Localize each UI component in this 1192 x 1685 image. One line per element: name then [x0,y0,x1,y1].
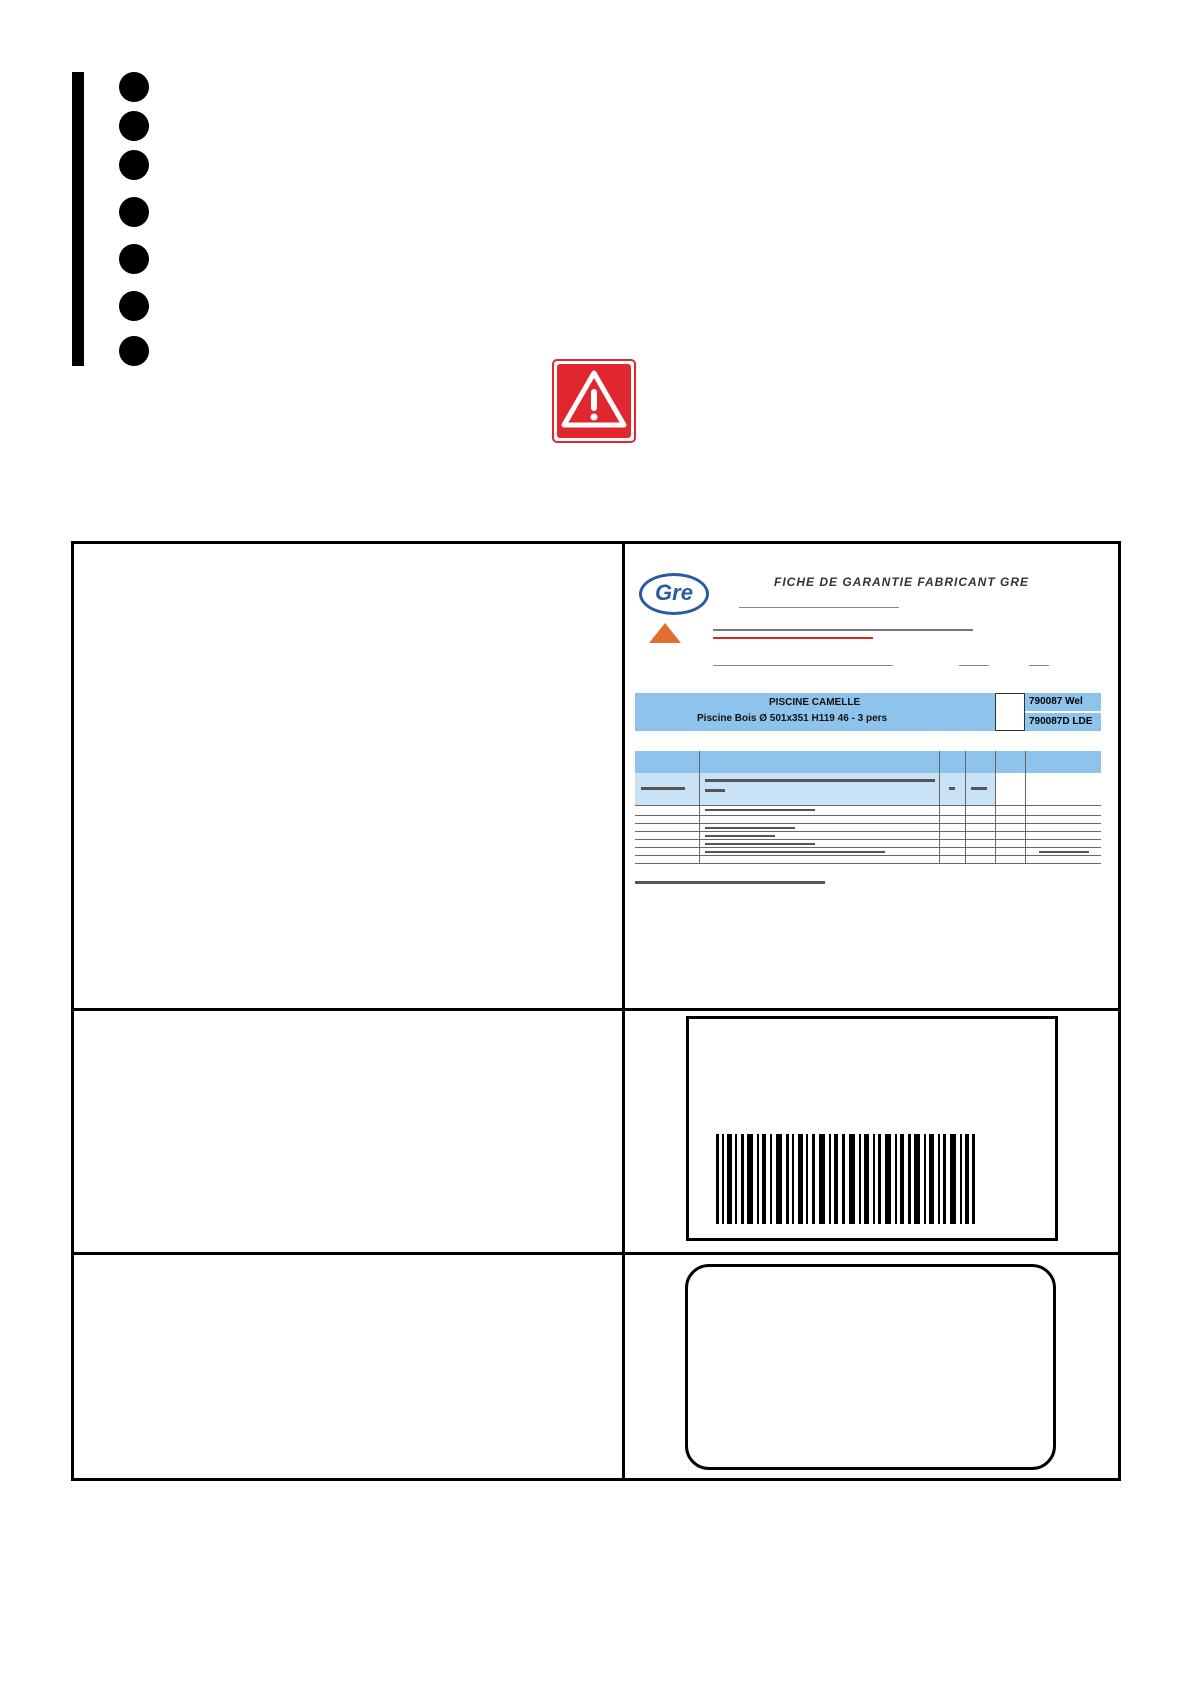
sheet-title: FICHE DE GARANTIE FABRICANT GRE [774,575,1030,589]
sheet-table-highlight-row [635,773,995,805]
table-row-divider [74,1008,1118,1011]
rounded-label [685,1264,1056,1470]
table-column-divider [622,544,625,1478]
reference-box [995,693,1025,731]
product-description: Piscine Bois Ø 501x351 H119 46 - 3 pers [697,713,888,724]
table-row-divider [74,1252,1118,1255]
sheet-table-header [635,751,1101,773]
bullet-dot [119,244,149,274]
warranty-sheet-image [629,563,1101,893]
bullet-dot [119,291,149,321]
product-name: PISCINE CAMELLE [769,697,861,708]
bullet-dot [119,150,149,180]
bullet-dot [119,197,149,227]
barcode-icon [716,1134,976,1224]
bullet-dot [119,72,149,102]
bullet-dot [119,336,149,366]
gre-logo: Gre [639,573,709,615]
left-vertical-bar [72,72,84,366]
sheet-warning-icon [649,623,681,643]
warning-icon [552,359,636,443]
bullet-dot [119,111,149,141]
reference-1: 790087 Wel [1025,693,1101,711]
reference-2: 790087D LDE [1025,713,1101,731]
